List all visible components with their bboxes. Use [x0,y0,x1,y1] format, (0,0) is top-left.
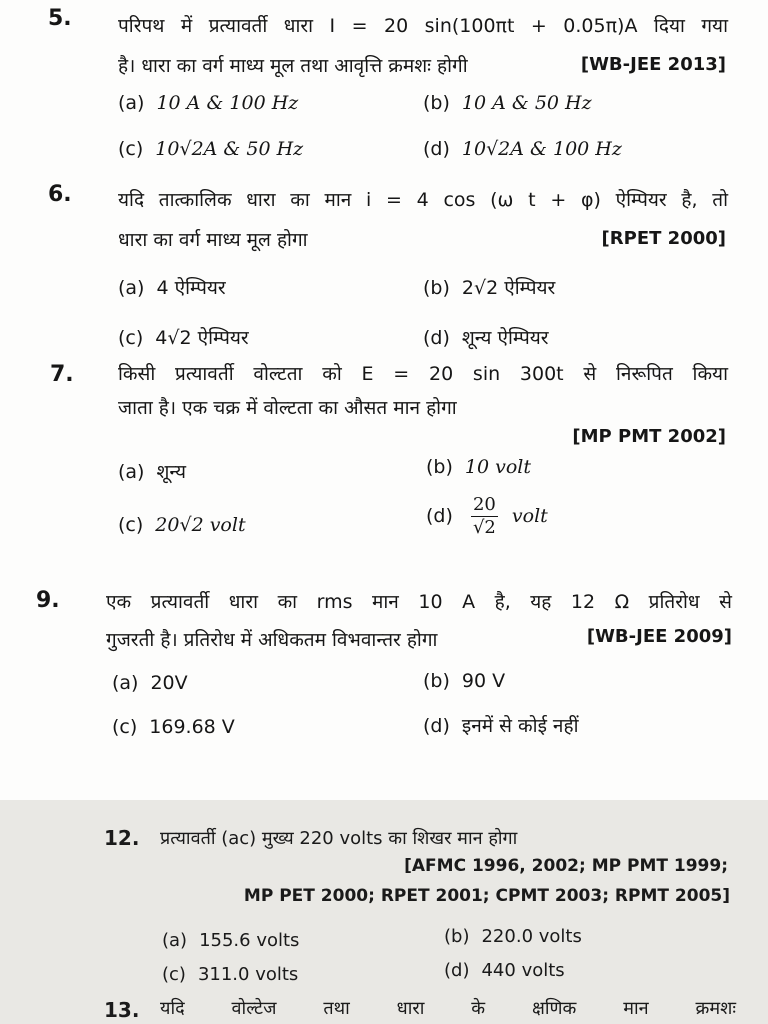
option-label: (b) [426,456,453,478]
option-a[interactable] [112,672,188,694]
option-text: 155.6 volts [199,930,300,951]
exam-source-line-1: [AFMC 1996, 2002; MP PMT 1999; [404,856,728,876]
option-label: (d) [426,505,453,527]
option-text: 10 volt [464,456,531,478]
fraction-numerator: 20 [471,494,498,517]
option-text: 90 V [461,670,506,692]
option-a[interactable] [162,930,299,951]
option-b[interactable] [423,670,505,692]
option-text: 4√2 ऐम्पियर [155,327,249,349]
question-text-line-1: परिपथ में प्रत्यावर्ती धारा I = 20 sin(100πt + 0.05π)A दिया गया [118,15,728,37]
option-label: (d) [423,715,450,737]
option-unit: volt [511,505,548,527]
option-d[interactable] [423,324,549,350]
option-label: (a) [162,930,188,951]
option-d[interactable] [444,960,565,981]
option-label: (c) [118,327,144,349]
question-number: 9. [36,588,60,613]
option-label: (b) [423,670,450,692]
option-b[interactable] [426,456,531,478]
option-a[interactable] [118,458,186,484]
option-label: (a) [118,92,145,114]
question-text-line-2: धारा का वर्ग माध्य मूल होगा [118,229,308,251]
fraction [471,494,498,539]
option-label: (d) [423,138,450,160]
option-label: (c) [162,964,186,985]
option-label: (a) [118,277,145,299]
option-text: 440 volts [481,960,565,981]
option-a[interactable] [118,92,298,114]
fraction-denominator: √2 [472,517,496,538]
option-label: (b) [423,92,450,114]
option-text: 311.0 volts [197,964,299,985]
question-text-line-1: एक प्रत्यावर्ती धारा का rms मान 10 A है, यह 12 Ω प्रतिरोध से [106,591,732,613]
question-text-line-1: यदि तात्कालिक धारा का मान i = 4 cos (ω t + φ) ऐम्पियर है, तो [118,189,728,211]
option-text: 220.0 volts [481,926,582,947]
question-text-line-2: जाता है। एक चक्र में वोल्टता का औसत मान होगा [118,397,457,419]
question-number: 12. [104,826,140,850]
option-label: (d) [444,960,470,981]
option-text: 10√2A & 100 Hz [461,138,622,160]
option-a[interactable] [118,274,226,300]
question-text-line-2: है। धारा का वर्ग माध्य मूल तथा आवृत्ति क्रमशः होगी [118,55,468,77]
option-label: (c) [112,716,138,738]
option-text: 20√2 volt [155,514,246,536]
option-c[interactable] [112,716,235,738]
option-label: (b) [444,926,470,947]
question-text-line-1: किसी प्रत्यावर्ती वोल्टता को E = 20 sin 300t से निरूपित किया [118,363,728,385]
exam-source: [WB-JEE 2013] [580,54,726,75]
option-d[interactable] [426,494,548,539]
option-label: (c) [118,138,144,160]
option-b[interactable] [444,926,582,947]
question-number: 6. [48,182,72,207]
option-c[interactable] [118,514,246,536]
option-text: इनमें से कोई नहीं [461,715,579,737]
option-label: (c) [118,514,144,536]
exam-source: [MP PMT 2002] [572,426,726,447]
option-b[interactable] [423,92,592,114]
exam-source: [RPET 2000] [601,228,726,249]
option-text: 10√2A & 50 Hz [155,138,304,160]
question-text-line-1: प्रत्यावर्ती (ac) मुख्य 220 volts का शिखर मान होगा [160,828,518,849]
question-text-line-2: गुजरती है। प्रतिरोध में अधिकतम विभवान्तर होगा [106,629,438,651]
option-c[interactable] [118,138,303,160]
option-text: 169.68 V [149,716,235,738]
option-text: 10 A & 50 Hz [461,92,592,114]
exam-source-line-2: MP PET 2000; RPET 2001; CPMT 2003; RPMT 2005] [243,886,730,906]
option-b[interactable] [423,274,555,300]
option-d[interactable] [423,712,579,738]
question-text-line-1: यदि वोल्टेज तथा धारा के क्षणिक मान क्रमशः [160,998,736,1019]
option-d[interactable] [423,138,622,160]
option-text: 2√2 ऐम्पियर [461,277,556,299]
question-number: 7. [50,362,74,387]
option-c[interactable] [118,324,249,350]
option-label: (a) [112,672,139,694]
option-text: 20V [150,672,188,694]
option-text: शून्य [156,461,187,483]
option-c[interactable] [162,964,298,985]
option-label: (d) [423,327,450,349]
option-text: 4 ऐम्पियर [156,277,226,299]
option-label: (b) [423,277,450,299]
option-label: (a) [118,461,145,483]
option-text: शून्य ऐम्पियर [461,327,549,349]
exam-source: [WB-JEE 2009] [586,626,732,647]
question-number: 5. [48,6,72,31]
option-text: 10 A & 100 Hz [156,92,299,114]
question-number: 13. [104,998,140,1022]
